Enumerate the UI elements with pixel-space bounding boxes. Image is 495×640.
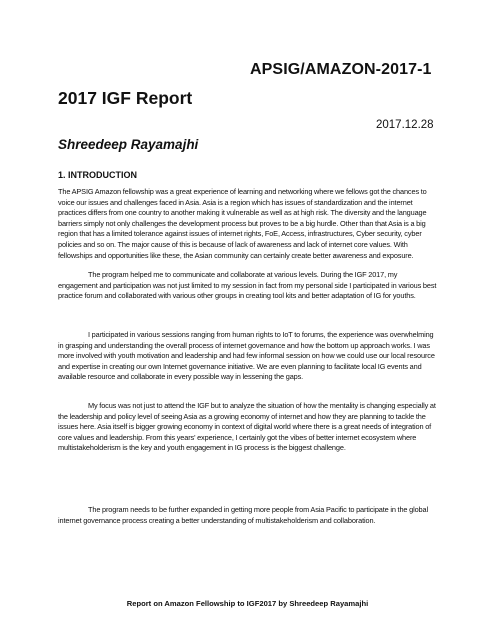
section-heading: 1. INTRODUCTION <box>58 170 138 180</box>
paragraph-focus: My focus was not just to attend the IGF but to analyze the situation of how the mentality is changing especially at the leadership and policy level of seeing Asia as a growing economy of internet and how they are planning to tackle the issues here. Asia itself is bigger growing economy in context of digital world where there is a great needs of integration of core values and leadership. From this years' experience, I certainly got the vibes of better internet ecosystem where multistakeholderism is the key and youth engagement in IG process is the biggest challenge. <box>58 401 436 453</box>
author-name: Shreedeep Rayamajhi <box>58 137 199 152</box>
report-date: 2017.12.28 <box>376 119 434 131</box>
paragraph-sessions: I participated in various sessions ranging from human rights to IoT to forums, the experience was overwhelming in grasping and understanding the overall process of internet governance and how the bottom up approach works. I was more involved with youth motivation and leadership and had few informal session on how we could use our local resource and expertise in creating our own Internet governance initiative. We are even planning to facilitate local IG events and available resource and collaborate in every possible way in lessening the gaps. <box>58 330 435 382</box>
paragraph-conclusion: The program needs to be further expanded in getting more people from Asia Pacific to participate in the global internet governance process creating a better understanding of multistakeholderism and collaboration. <box>58 505 428 525</box>
report-title: 2017 IGF Report <box>58 88 193 108</box>
document-id: APSIG/AMAZON-2017-1 <box>250 61 432 78</box>
paragraph-communication: The program helped me to communicate and collaborate at various levels. During the IGF 2017, my engagement and participation was not just limited to my session in fact from my personal side I participated in various best practice forum and collaborated with various other groups in creating tool kits and better adaptation of IG for youths. <box>58 270 437 301</box>
paragraph-intro: The APSIG Amazon fellowship was a great experience of learning and networking where we fellows got the chances to voice our issues and challenges faced in Asia. Asia is a region which has issues of standardization and the internet practices differs from one country to another making it vulnerable as well as at high risk. The diversity and the language barriers simply not only challenges the development process but proves to be a big hurdle. Other than that Asia is a big region that has a limited tolerance against issues of internet rights, FoE, Access, infrastructures, Cyber security, cyber policies and so on. The major cause of this is because of lack of awareness and lack of internet core values. With fellowships and opportunities like these, the Asian community can certainly create better awareness and exposure. <box>58 187 427 260</box>
page-footer: Report on Amazon Fellowship to IGF2017 by Shreedeep Rayamajhi <box>126 599 369 608</box>
